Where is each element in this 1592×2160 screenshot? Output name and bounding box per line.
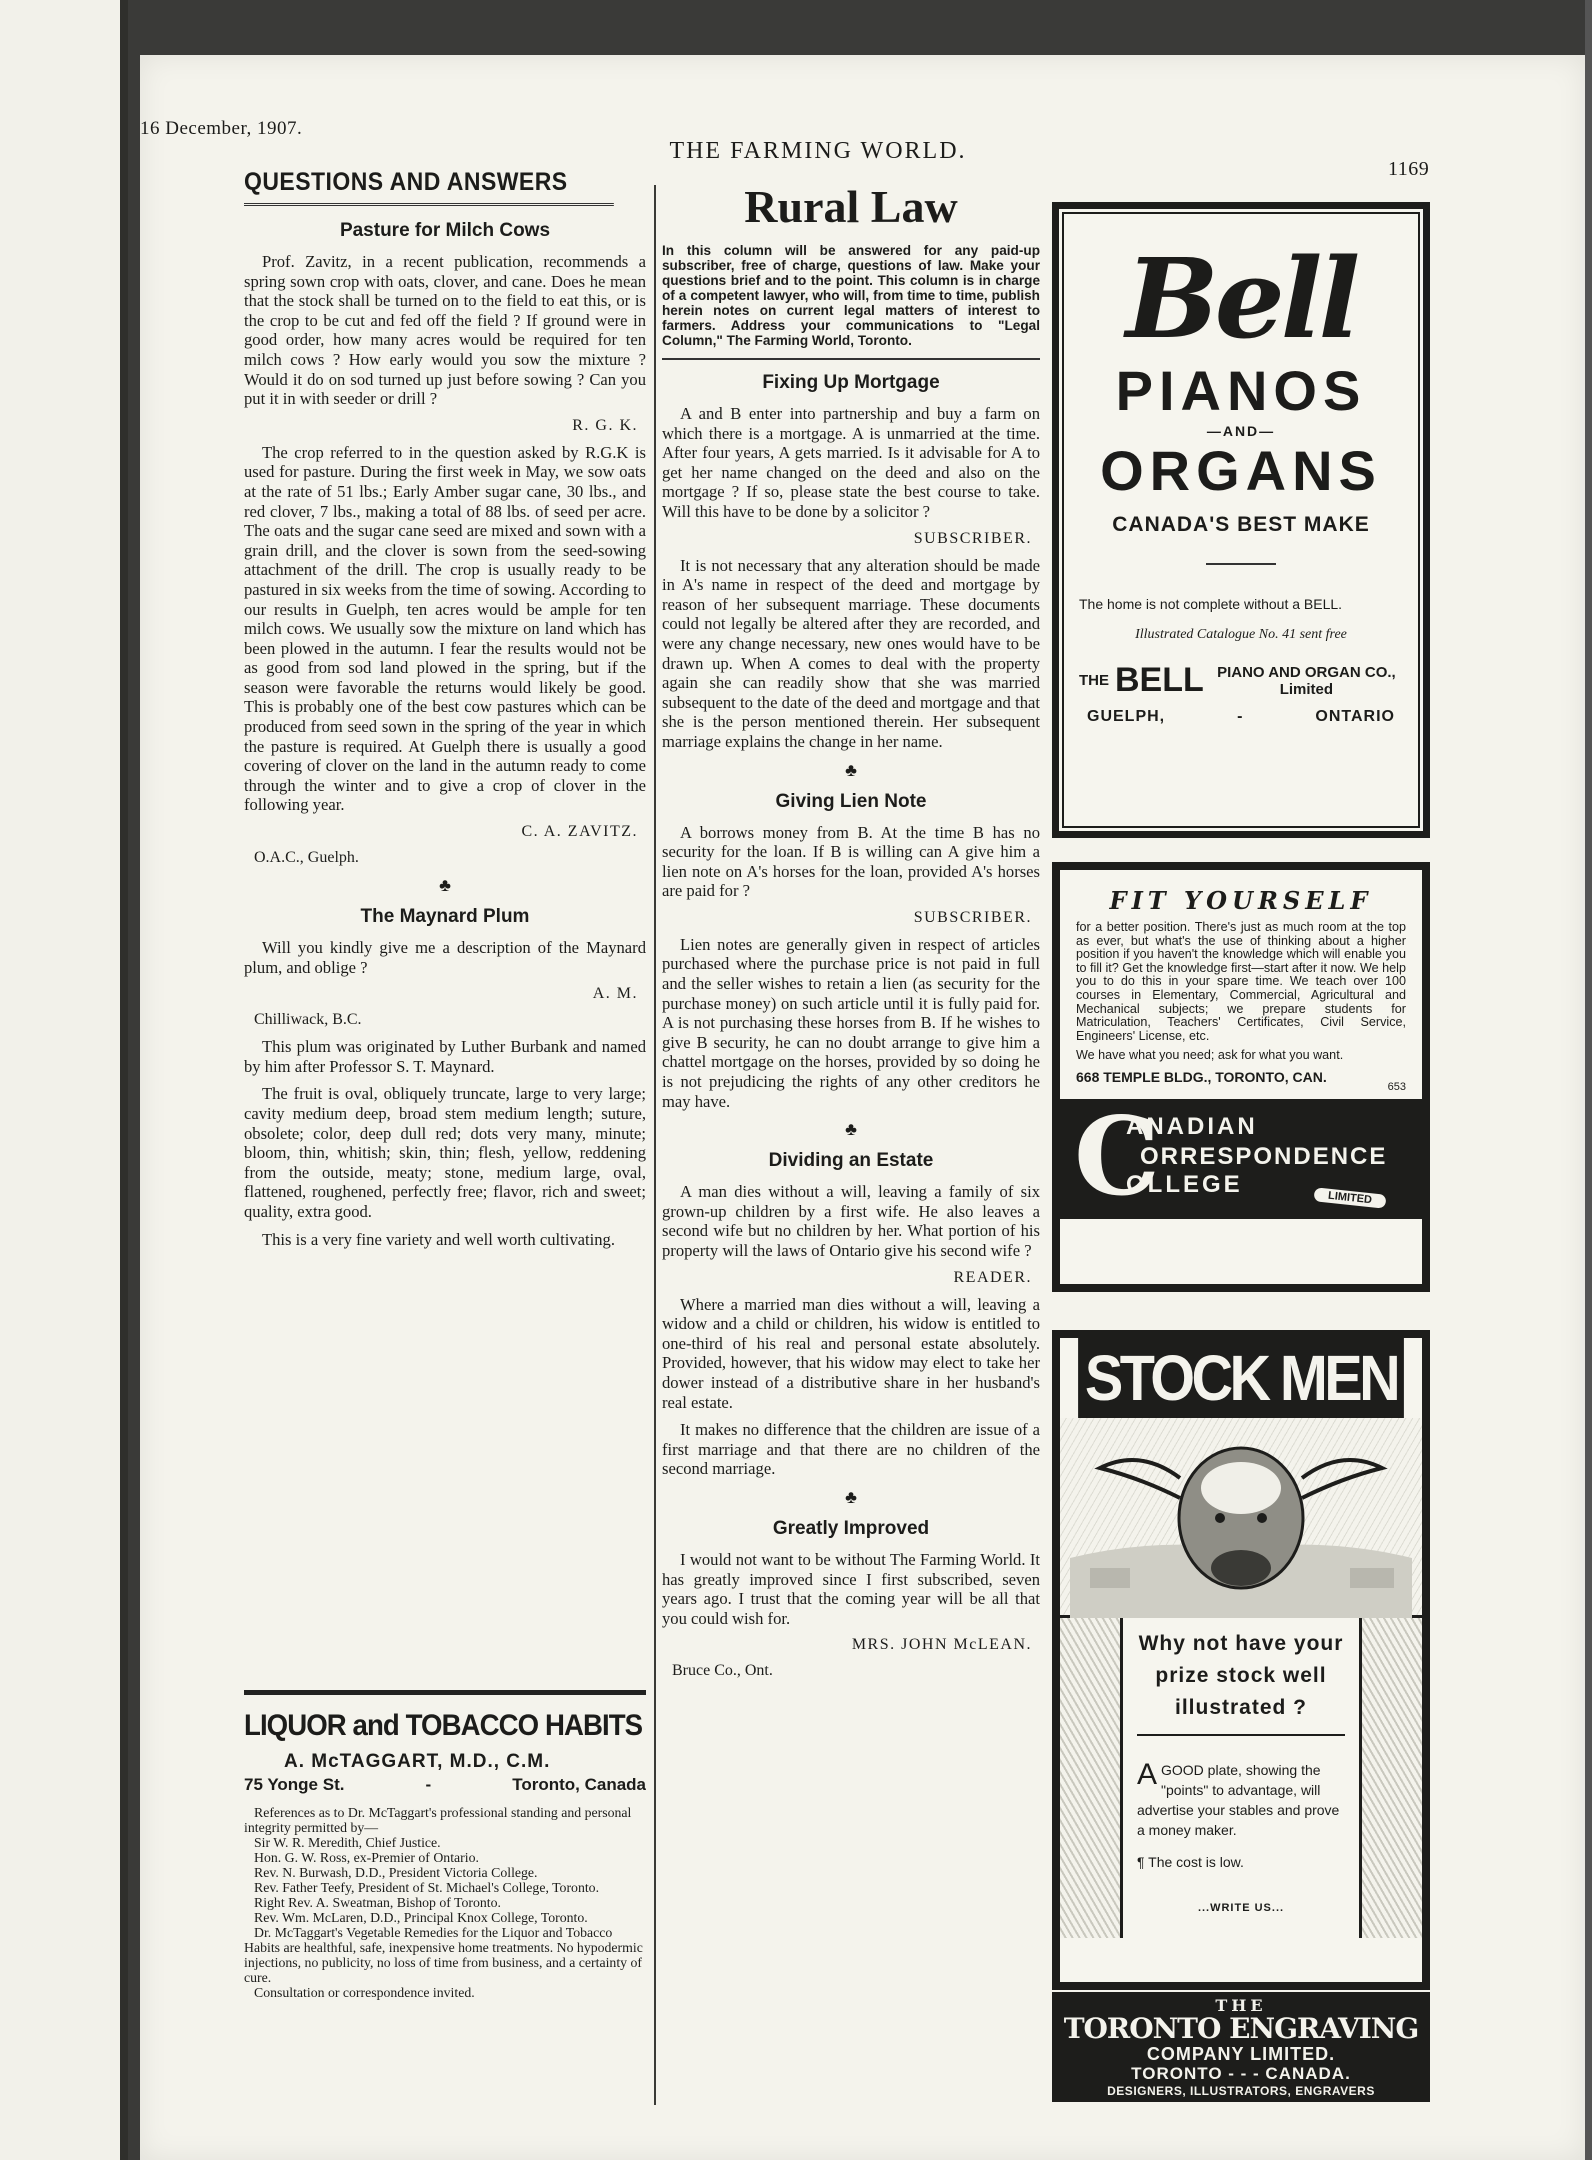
liquor-tobacco-ad [244,1690,646,2110]
lien-signature: SUBSCRIBER. [913,908,1032,926]
liquor-ad-doctor: A. McTAGGART, M.D., C.M. [284,1751,551,1772]
estate-signature: READER. [953,1268,1032,1286]
bell-co-the: THE [1079,672,1109,689]
college-logo-banner [1060,1093,1422,1220]
issue-date: 16 December, 1907. [140,118,303,139]
toronto-engraving-ad [1052,1992,1430,2102]
plum-question-place: Chilliwack, B.C. [254,1011,362,1029]
toronto-the: THE [1215,1996,1267,2015]
ornament-icon: ♣ [845,1119,857,1140]
stockmen-copy [1120,1618,1362,1938]
mortgage-question: A and B enter into partnership and buy a farm on which there is a mortgage. A is unmarried at the time. After four years, A gets married. Is it advisable for A to get her name changed on the deed and also on the mortgage ? If so, please state the best course to take. Will this have to be done by a solicitor ? [662,404,1040,521]
toronto-designers: DESIGNERS, ILLUSTRATORS, ENGRAVERS [1107,2084,1375,2098]
bell-city-name: GUELPH, [1087,708,1166,725]
bull-illustration [1060,1418,1422,1618]
liquor-ad-city: Toronto, Canada [512,1775,646,1794]
tree-illustration-left [1060,1618,1120,1938]
rural-law-column [662,180,1040,2100]
column-divider [654,185,656,2105]
liquor-ad-street: 75 Yonge St. [244,1775,345,1794]
fit-yourself-title: FIT YOURSELF [1109,886,1373,915]
ornament-icon: ♣ [439,875,451,896]
liquor-ad-references [244,1805,646,2000]
plum-question: Will you kindly give me a description of the Maynard plum, and oblige ? [244,938,646,977]
tree-illustration-right [1362,1618,1422,1938]
lien-question: A borrows money from B. At the time B has no security for the loan. If B is willing can A give him a lien note on A's horses for the loan, provided A's horses are paid for ? [662,822,1040,901]
article-title-estate: Dividing an Estate [768,1150,934,1172]
plum-question-signature: A. M. [592,985,638,1003]
fit-address: 668 TEMPLE BLDG., TORONTO, CAN. [1076,1068,1327,1085]
liquor-ref: Consultation or correspondence invited. [254,1985,475,2000]
bell-tagline: CANADA'S BEST MAKE [1112,513,1370,536]
stockmen-ad [1052,1330,1430,1990]
stockmen-question: Why not have your prize stock well illustrated ? [1138,1632,1344,1719]
page-number: 1169 [1388,158,1430,180]
bell-co-rest: PIANO AND ORGAN CO., Limited [1217,663,1396,698]
estate-answer-2: It makes no difference that the children are issue of a first marriage and that there are no children of the second marriage. [662,1420,1040,1479]
bell-logo: Bell [1125,234,1357,363]
bell-pianos: PIANOS [1115,359,1367,422]
liquor-ref: Dr. McTaggart's Vegetable Remedies for the Liquor and Tobacco Habits are healthful, safe, inexpensive home treatments. No hypodermic injections, no publicity, no loss of time from business, and a certainty of cure. [244,1925,643,1985]
liquor-ad-dash: - [425,1775,432,1794]
ornament-icon: ♣ [845,759,857,780]
improved-signature: MRS. JOHN McLEAN. [851,1636,1032,1654]
liquor-ref: Right Rev. A. Sweatman, Bishop of Toronto. [254,1895,501,1910]
toronto-name: TORONTO ENGRAVING [1063,2012,1419,2045]
improved-place: Bruce Co., Ont. [672,1662,773,1680]
liquor-ref: References as to Dr. McTaggart's professional standing and personal integrity permitted by— [244,1805,632,1835]
adjacent-page-edge [0,0,128,2160]
fit-want: We have what you need; ask for what you want. [1076,1048,1344,1063]
lien-answer: Lien notes are generally given in respect of articles purchased where the purchase price is not paid in full and the seller wishes to retain a lien (as security for the purchase money) on such article until it is fully paid for. A is not purchasing these horses from B. If he wishes to give B security, he can no doubt arrange to give him a chattel mortgage on the horses, provided by so doing he is not prejudicing the rights of any other creditors he may have. [662,934,1040,1111]
toronto-company: COMPANY LIMITED. [1146,2044,1336,2064]
college-logo-line3: OLLEGE [1126,1170,1243,1198]
article-title-mortgage: Fixing Up Mortgage [762,372,940,393]
estate-answer-1: Where a married man dies without a will, leaving a widow and a child or children, his widow is entitled to one-third of his real and personal estate absolutely. Provided, however, that his widow may elect to take her dower instead of a distributive share in her husband's real estate. [662,1294,1040,1412]
college-logo-line1: ANADIAN [1126,1112,1258,1140]
publication-title: THE FARMING WORLD. [669,138,967,164]
divider [1137,1734,1345,1736]
bell-co-bell: BELL [1115,661,1204,699]
canadian-correspondence-college-ad [1052,862,1430,1292]
stockmen-title: STOCK MEN [1078,1338,1404,1418]
college-logo-line2: ORRESPONDENCE [1140,1142,1388,1170]
pasture-answer-signature: C. A. ZAVITZ. [521,823,638,841]
plum-answer-3: This is a very fine variety and well worth cultivating. [262,1229,615,1249]
article-title-improved: Greatly Improved [772,1517,930,1539]
rural-law-title: Rural Law [744,181,958,232]
ornament-icon: ♣ [845,1486,857,1507]
fit-body: for a better position. There's just as much room at the top as ever, but what's the use of thinking about a higher position if you haven't the knowledge which will enable you to fill it? Get the knowledge first—start after it now. We help you to do this in your spare time. We teach over 100 courses in Elementary, Commercial, Agricultural and Mechanical subjects; we prepare students for Matriculation, Teachers' Certificates, Civil Service, Engineers' License, etc. [1076,920,1406,1043]
bell-home-text: The home is not complete without a BELL. [1079,596,1343,612]
liquor-ref: Rev. Wm. McLaren, D.D., Principal Knox College, Toronto. [254,1910,588,1925]
liquor-ref: Hon. G. W. Ross, ex-Premier of Ontario. [254,1850,479,1865]
college-logo-limited: LIMITED [1313,1187,1386,1208]
article-title-lien: Giving Lien Note [775,790,927,812]
improved-body: I would not want to be without The Farming World. It has greatly improved since I first subscribed, seven years ago. I trust that the coming year will be all that you could wish for. [662,1549,1040,1628]
mortgage-signature: SUBSCRIBER. [913,529,1032,547]
stockmen-dropcap: A [1137,1758,1158,1791]
stockmen-cost: ¶ The cost is low. [1137,1854,1244,1870]
bell-province: ONTARIO [1315,708,1395,725]
bell-organs: ORGANS [1100,439,1382,502]
pasture-answer-place: O.A.C., Guelph. [254,849,359,867]
stockmen-body [1137,1760,1345,1840]
plum-answer-2: The fruit is oval, obliquely truncate, large to very large; cavity medium deep, broad stem medium length; suture, obsolete; color, deep dull red; dots very many, minute; bloom, thin, whitish; skin, thin; flesh, yellow, reddening from the outside, meaty; stone, medium large, oval, flattened, roughened, perfectly free; flavor, rich and sweet; quality, extra good. [244,1084,646,1221]
stockmen-middle [1060,1618,1422,1938]
pasture-question: Prof. Zavitz, in a recent publication, recommends a spring sown crop with oats, clover, and cane. Does he mean that the stock shall be turned on to the field to eat this, or is the crop to be cut and fed off the field ? If ground were in good order, how many acres would be required for ten milch cows ? How early would you sow the mixture ? Would it do on sod turned up just before sowing ? Can you put it in with seeder or drill ? [244,252,646,409]
bell-city [1079,708,1403,726]
bell-city-dash: - [1237,708,1244,725]
section-title: QUESTIONS AND ANSWERS [244,168,614,206]
pasture-question-signature: R. G. K. [572,416,638,434]
estate-question: A man dies without a will, leaving a family of six grown-up children by a first wife. He also leaves a second wife but no children by her. What portion of his property will the laws of Ontario give his second wife ? [662,1182,1040,1260]
pasture-answer: The crop referred to in the question asked by R.G.K is used for pasture. During the first week in May, we sow oats at the rate of 51 lbs.; Early Amber sugar cane, 30 lbs., and red clover, 7 lbs., making a total of 88 lbs. of seed per acre. The oats and the sugar cane seed are mixed and sown with a grain drill, and the clover is sown from the seed-sowing attachment of the drill. The crop is usually ready to be pastured in six weeks from the time of sowing. According to our results in Guelph, ten acres would be ample for ten milch cows. We usually sow the mixture on land which has been plowed in the autumn. I fear the results would not be as good from sod land plowed in the spring, but if the season were favorable the returns would likely be good. This is probably one of the best cow pastures which can be produced from seed sown in the spring of the year in which the pasture is required. At Guelph there is usually a good covering of clover on the land in the autumn ready to come through the winter and to give a crop of clover in the following year. [244,442,646,815]
bell-pianos-ad [1052,202,1430,838]
liquor-ref: Rev. Father Teefy, President of St. Michael's College, Toronto. [254,1880,600,1895]
article-title-pasture: Pasture for Milch Cows [339,220,551,241]
toronto-city: TORONTO - - - CANADA. [1131,2064,1351,2083]
bell-company [1079,661,1403,700]
bell-and: —AND— [1206,423,1276,439]
plum-answer-1: This plum was originated by Luther Burbank and named by him after Professor S. T. Maynard. [244,1037,646,1076]
article-title-plum: The Maynard Plum [360,906,530,928]
rural-law-note: In this column will be answered for any paid-up subscriber, free of charge, questions of law. Make your questions brief and to the point. This column is in charge of a competent lawyer, who will, from time to time, publish herein notes on current legal matters of interest to farmers. Address your communications to "Legal Column," The Farming World, Toronto. [662,243,1040,360]
college-logo-c: C [1074,1093,1160,1220]
divider [1206,563,1276,565]
stockmen-write: ...WRITE US... [1197,1902,1285,1914]
liquor-ref: Rev. N. Burwash, D.D., President Victoria College. [254,1865,538,1880]
liquor-ad-address [244,1775,646,1795]
liquor-ad-title: LIQUOR and TOBACCO HABITS [244,1709,643,1742]
liquor-ref: Sir W. R. Meredith, Chief Justice. [254,1835,441,1850]
questions-answers-column [244,168,646,1678]
bell-catalogue: Illustrated Catalogue No. 41 sent free [1135,627,1347,642]
bull-head-icon [1060,1418,1422,1618]
scan-border [1585,0,1592,2160]
mortgage-answer: It is not necessary that any alteration should be made in A's name in respect of the deed and mortgage by reason of her subsequent marriage. These documents could not legally be altered after they are recorded, and were any change necessary, new ones would have to be drawn up. When A comes to deal with the property again she can readily show that she was married subsequent to the date of the deed and mortgage and that she is the person mentioned therein. Her subsequent marriage explains the change in her name. [662,555,1040,751]
fit-number: 653 [1387,1080,1406,1093]
stockmen-body-text: GOOD plate, showing the "points" to advantage, will advertise your stables and prove a money maker. [1137,1762,1340,1838]
